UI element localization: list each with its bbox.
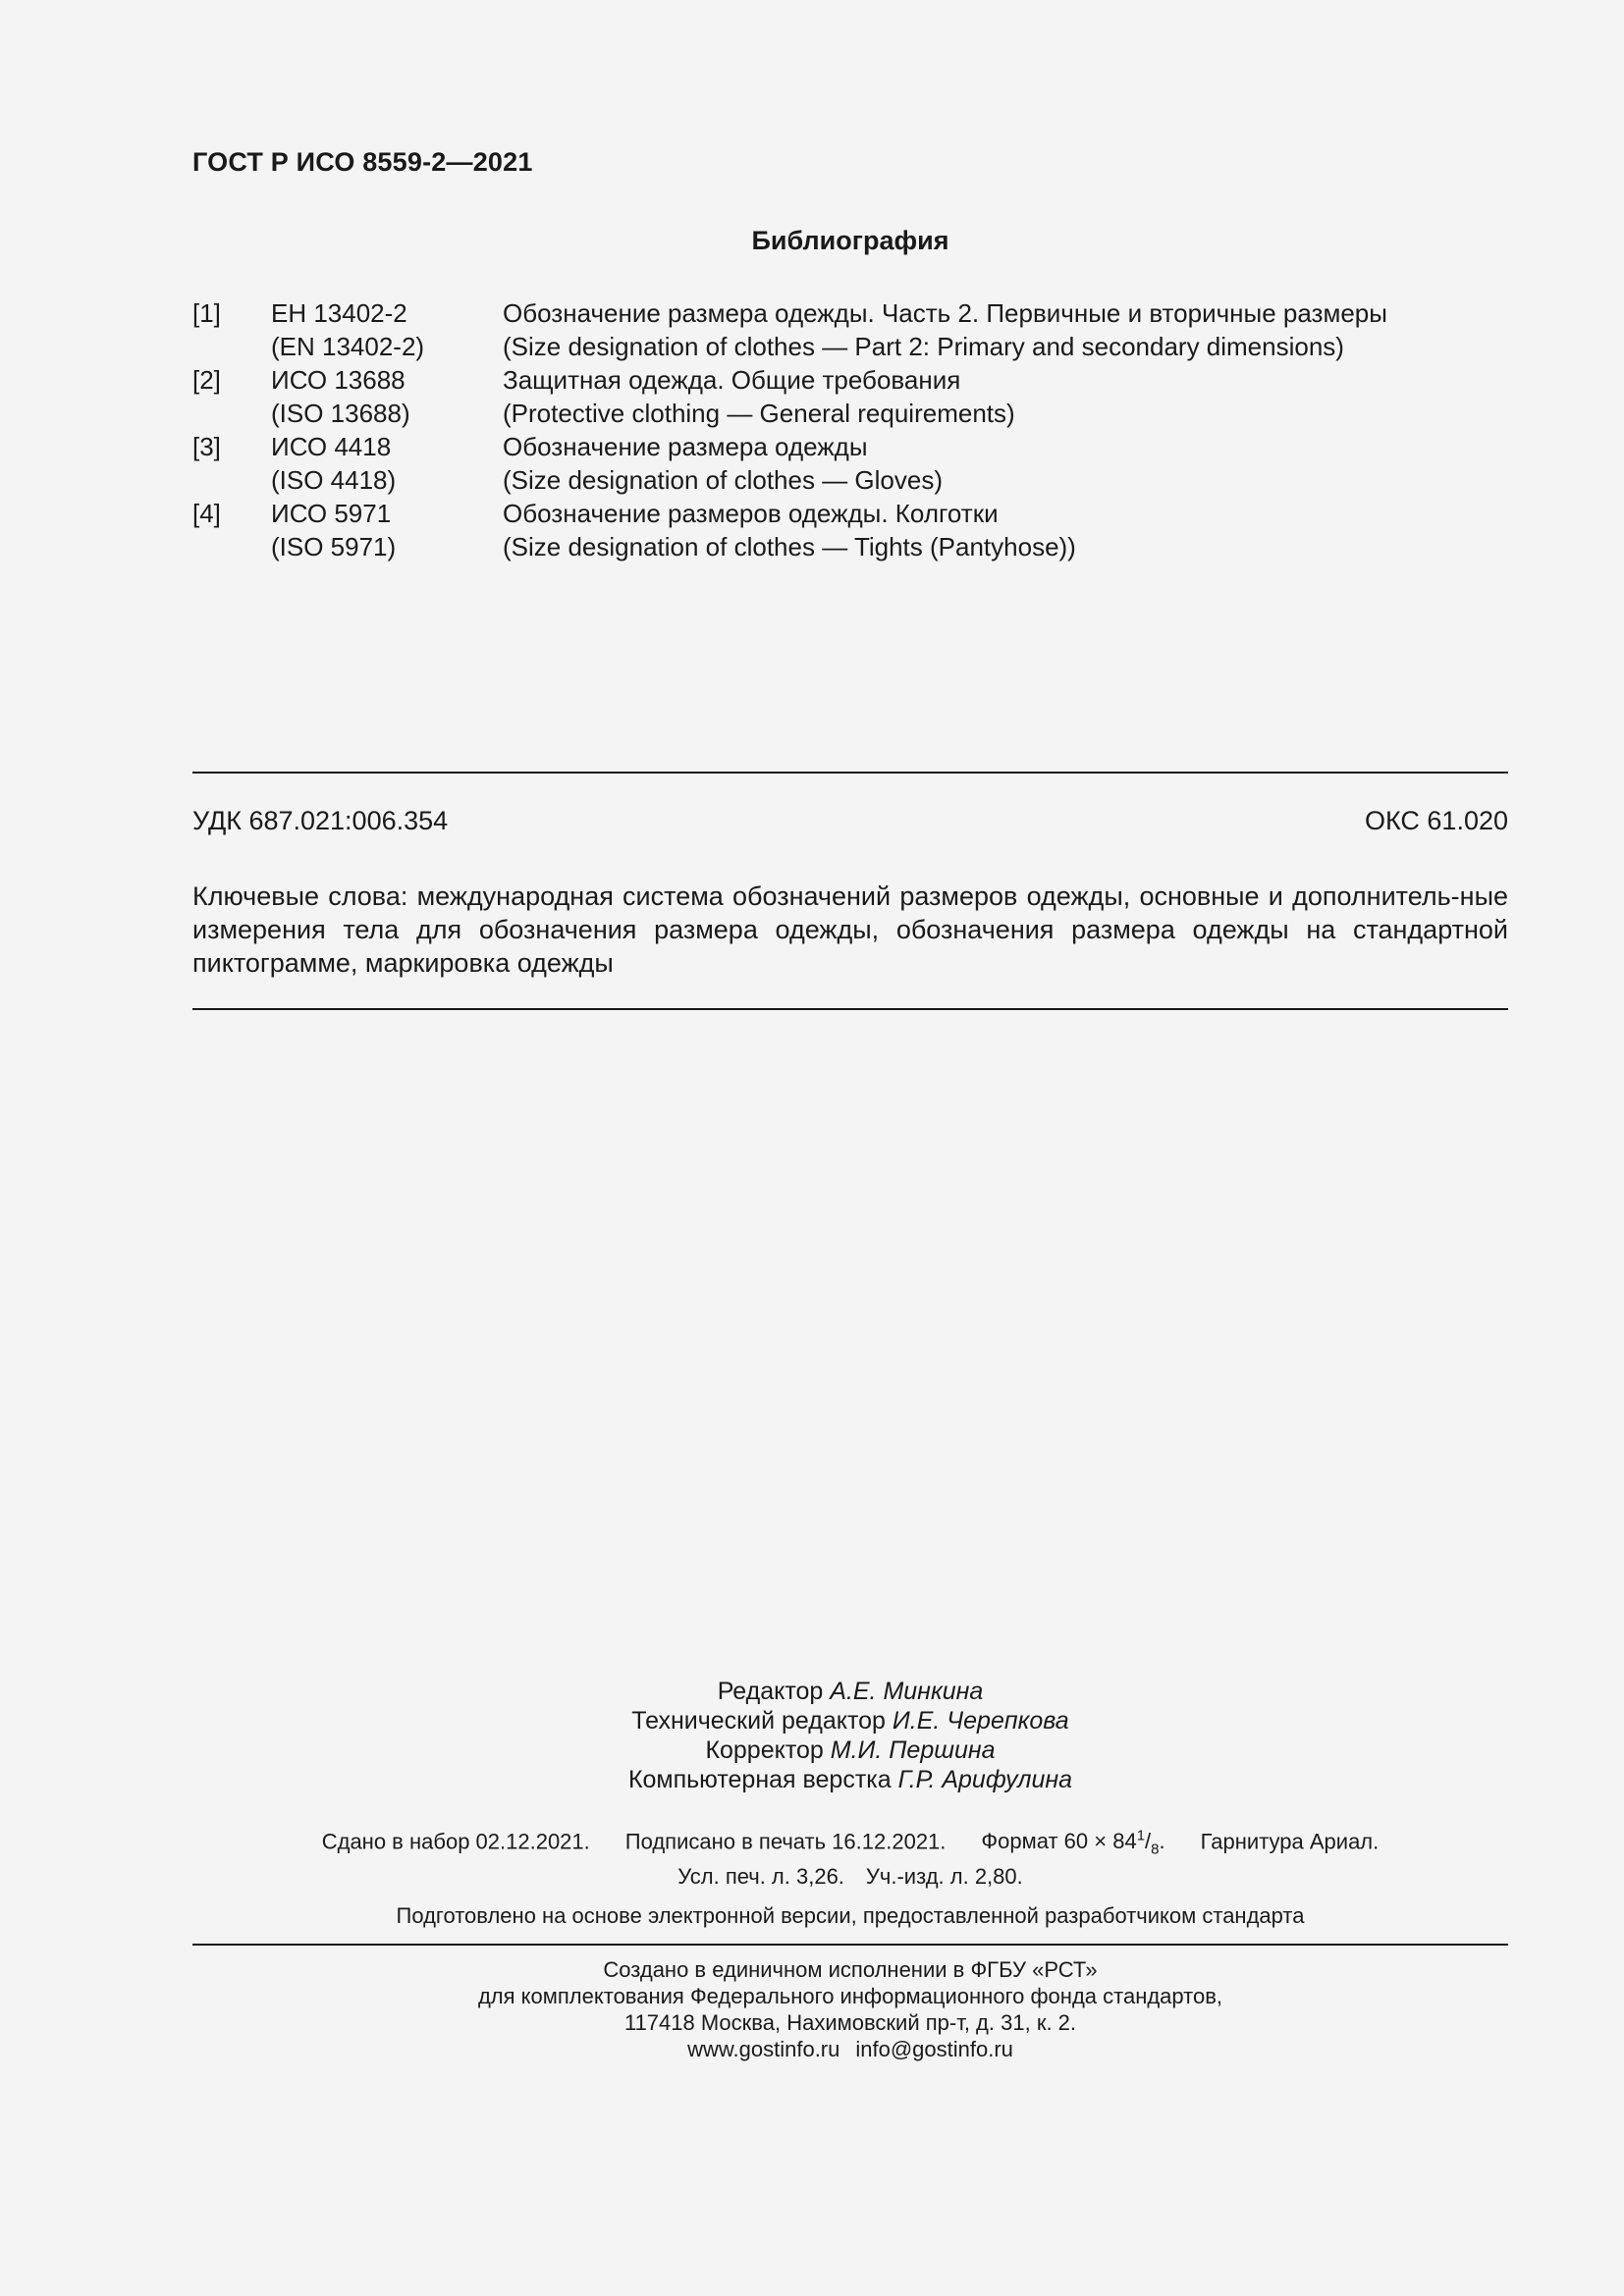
- bibliography-entry: [192, 363, 1508, 430]
- divider: [192, 772, 1508, 774]
- bibliography-title: Библиография: [751, 226, 949, 255]
- entry-code-en: (ISO 4418): [271, 465, 397, 495]
- entry-code-en: (ISO 5971): [271, 532, 397, 561]
- bibliography-list: [192, 296, 1508, 563]
- entry-title-en: (Protective clothing — General requirements): [503, 399, 1015, 428]
- bibliography-entry: [192, 430, 1508, 497]
- entry-code-ru: ИСО 5971: [271, 499, 392, 528]
- bibliography-entry: [192, 296, 1508, 363]
- keywords-paragraph: Ключевые слова: международная система обозначений размеров одежды, основные и дополнитель-ные измерения тела для обозначения размера одежды, обозначения размера одежды на стандартной пиктограмме, маркировка одежды: [192, 881, 1508, 978]
- entry-title-ru: Обозначение размера одежды: [503, 432, 868, 461]
- entry-code-en: (EN 13402-2): [271, 332, 425, 361]
- footer-contacts: [192, 2036, 1508, 2062]
- corrector-label: Корректор: [705, 1736, 824, 1764]
- print-info-line-1: [192, 1823, 1508, 1863]
- bibliography-entry: [192, 497, 1508, 563]
- udk-code: УДК 687.021:006.354: [192, 806, 449, 835]
- entry-code-ru: ИСО 13688: [271, 365, 406, 395]
- footer-line-2: для комплектования Федерального информационного фонда стандартов,: [477, 1984, 1223, 2008]
- email-link[interactable]: info@gostinfo.ru: [855, 2037, 1013, 2061]
- tech-editor-row: [192, 1706, 1508, 1735]
- entry-code-ru: ЕН 13402-2: [271, 298, 407, 328]
- corrector-row: [192, 1735, 1508, 1765]
- divider: [192, 1944, 1508, 1946]
- divider: [192, 1008, 1508, 1010]
- oks-code: ОКС 61.020: [1364, 806, 1508, 835]
- print-info-line-2: [192, 1863, 1508, 1890]
- footer-line-3: 117418 Москва, Нахимовский пр-т, д. 31, к. 2.: [623, 2010, 1077, 2035]
- website-link[interactable]: www.gostinfo.ru: [687, 2037, 840, 2061]
- typeface: Гарнитура Ариал.: [1200, 1829, 1380, 1854]
- signed-date: Подписано в печать 16.12.2021.: [624, 1829, 947, 1854]
- editor-label: Редактор: [717, 1678, 824, 1705]
- entry-number: [1]: [192, 298, 221, 328]
- publisher-sheets: Уч.-изд. л. 2,80.: [865, 1863, 1023, 1889]
- footer-line-1: Создано в единичном исполнении в ФГБУ «РСТ»: [603, 1957, 1098, 1982]
- entry-title-ru: Обозначение размера одежды. Часть 2. Первичные и вторичные размеры: [503, 298, 1387, 328]
- entry-title-ru: Защитная одежда. Общие требования: [503, 365, 961, 395]
- entry-title-en: (Size designation of clothes — Part 2: Primary and secondary dimensions): [503, 332, 1344, 361]
- staff-credits: [192, 1677, 1508, 1794]
- editor-name: А.Е. Минкина: [830, 1678, 984, 1705]
- submitted-date: Сдано в набор 02.12.2021.: [321, 1829, 590, 1854]
- entry-number: [4]: [192, 499, 221, 528]
- entry-code-en: (ISO 13688): [271, 399, 410, 428]
- entry-number: [3]: [192, 432, 221, 461]
- tech-editor-label: Технический редактор: [631, 1707, 886, 1735]
- publisher-footer: [192, 1956, 1508, 2062]
- corrector-name: М.И. Першина: [830, 1736, 996, 1764]
- document-code: ГОСТ Р ИСО 8559-2—2021: [192, 147, 533, 177]
- editor-row: [192, 1677, 1508, 1706]
- layout-row: [192, 1765, 1508, 1794]
- entry-title-en: (Size designation of clothes — Tights (Pantyhose)): [503, 532, 1076, 561]
- prepared-note: Подготовлено на основе электронной версии, предоставленной разработчиком стандарта: [396, 1903, 1305, 1928]
- entry-number: [2]: [192, 365, 221, 395]
- print-info: [192, 1823, 1508, 1890]
- entry-code-ru: ИСО 4418: [271, 432, 392, 461]
- tech-editor-name: И.Е. Черепкова: [892, 1707, 1069, 1735]
- entry-title-ru: Обозначение размеров одежды. Колготки: [503, 499, 999, 528]
- entry-title-en: (Size designation of clothes — Gloves): [503, 465, 943, 495]
- layout-label: Компьютерная верстка: [627, 1766, 892, 1793]
- paper-format: Формат $60 \times 84^1/_8$.: [981, 1828, 1165, 1858]
- layout-name: Г.Р. Арифулина: [897, 1766, 1073, 1793]
- print-sheets: Усл. печ. л. 3,26.: [677, 1863, 844, 1889]
